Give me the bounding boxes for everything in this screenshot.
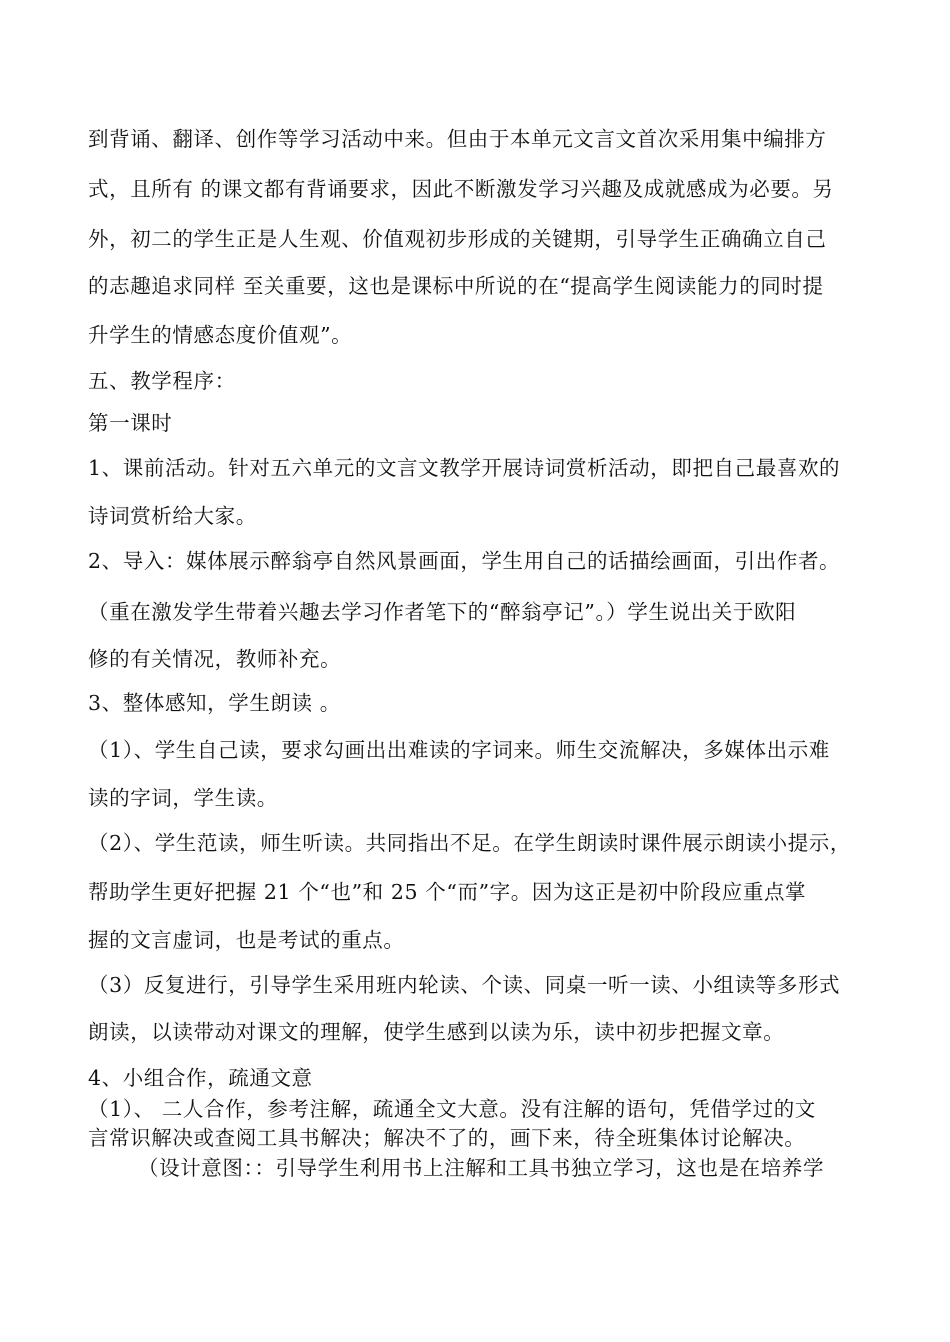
text-line: 2、导入：媒体展示醉翁亭自然风景画面，学生用自己的话描绘画面，引出作者。 [88,549,841,573]
text-line: 握的文言虚词，也是考试的重点。 [88,928,405,952]
text-line: 3、整体感知，学生朗读 。 [88,691,341,715]
text-line: 读的字词，学生读。 [88,786,278,810]
text-line: 到背诵、翻译、创作等学习活动中来。但由于本单元文言文首次采用集中编排方 [88,127,827,151]
text-line: 修的有关情况，教师补充。 [88,647,342,671]
text-line: 帮助学生更好把握 21 个“也”和 25 个“而”字。因为这正是初中阶段应重点掌 [88,880,807,904]
text-line: （3）反复进行，引导学生采用班内轮读、个读、同桌一听一读、小组读等多形式 [88,973,841,997]
text-line: （1）、 二人合作，参考注解，疏通全文大意。没有注解的语句，凭借学过的文 [88,1097,816,1121]
text-line: 朗读，以读带动对课文的理解，使学生感到以读为乐，读中初步把握文章。 [88,1020,785,1044]
text-line: （重在激发学生带着兴趣去学习作者笔下的“醉翁亭记”。）学生说出关于欧阳 [88,600,797,624]
text-line: （1）、学生自己读，要求勾画出出难读的字词来。师生交流解决，多媒体出示难 [88,738,830,762]
text-line: 1、课前活动。针对五六单元的文言文教学开展诗词赏析活动，即把自己最喜欢的 [88,456,841,480]
lesson-heading: 第一课时 [88,411,173,435]
text-line: 的志趣追求同样 至关重要，这也是课标中所说的在“提高学生阅读能力的同时提 [88,274,824,298]
text-line: （2）、学生范读，师生听读。共同指出不足。在学生朗读时课件展示朗读小提示， [88,831,851,855]
text-line: 升学生的情感态度价值观”。 [88,323,353,347]
text-line: （设计意图：：引导学生利用书上注解和工具书独立学习，这也是在培养学 [138,1156,825,1180]
text-line: 诗词赏析给大家。 [88,504,257,528]
text-line: 外，初二的学生正是人生观、价值观初步形成的关键期，引导学生正确确立自己 [88,227,827,251]
text-line: 4、小组合作，疏通文意 [88,1066,313,1090]
section-heading: 五、教学程序： [88,369,236,393]
text-line: 言常识解决或查阅工具书解决；解决不了的，画下来，待全班集体讨论解决。 [88,1126,806,1150]
text-line: 式，且所有 的课文都有背诵要求，因此不断激发学习兴趣及成就感成为必要。另 [88,177,834,201]
